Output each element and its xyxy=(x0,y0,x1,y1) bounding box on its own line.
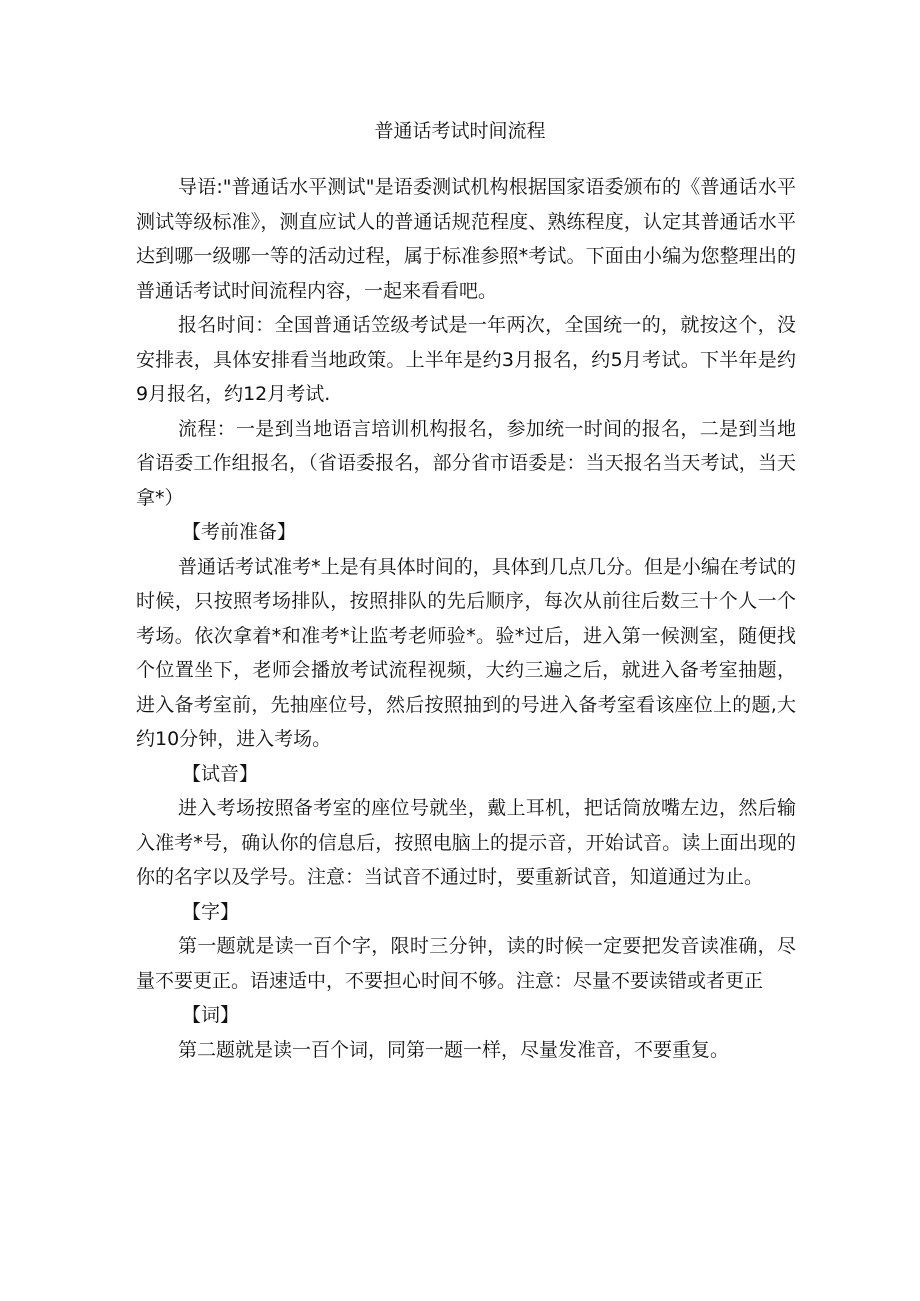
preparation-paragraph: 普通话考试准考*上是有具体时间的，具体到几点几分。但是小编在考试的时候，只按照考场排队，按照排队的先后顺序，每次从前往后数三十个人一个考场。依次拿着*和准考*让监考老师验*。验*过后，进入第一候测室，随便找个位置坐下，老师会播放考试流程视频，大约三遍之后，就进入备考室抽题，进入备考室前，先抽座位号，然后按照抽到的号进入备考室看该座位上的题,大约10分钟，进入考场。 xyxy=(136,555,796,750)
sound-test-paragraph: 进入考场按照备考室的座位号就坐，戴上耳机，把话筒放嘴左边，然后输入准考*号，确认你的信息后，按照电脑上的提示音，开始试音。读上面出现的你的名字以及学号。注意：当试音不通过时，要重新试音，知道通过为止。 xyxy=(136,797,796,888)
section-heading-words: 【词】 xyxy=(182,1004,240,1026)
intro-paragraph: 导语:"普通话水平测试"是语委测试机构根据国家语委颁布的《普通话水平测试等级标准》，测直应试人的普通话规范程度、熟练程度，认定其普通话水平达到哪一级哪一等的活动过程，属于标准参照*考试。下面由小编为您整理出的普通话考试时间流程内容，一起来看看吧。 xyxy=(136,176,796,302)
section-heading-sound-test: 【试音】 xyxy=(182,762,259,785)
words-paragraph: 第二题就是读一百个词，同第一题一样，尽量发准音，不要重复。 xyxy=(178,1038,730,1061)
document-title: 普通话考试时间流程 xyxy=(374,120,546,142)
document-body xyxy=(136,170,796,1067)
characters-paragraph: 第一题就是读一百个字，限时三分钟，读的时候一定要把发音读准确，尽量不要更正。语速适中，不要担心时间不够。注意：尽量不要读错或者更正 xyxy=(136,935,796,992)
process-paragraph: 流程：一是到当地语言培训机构报名，参加统一时间的报名，二是到当地省语委工作组报名，（省语委报名，部分省市语委是：当天报名当天考试，当天拿*） xyxy=(136,417,796,509)
registration-time-paragraph: 报名时间：全国普通话笠级考试是一年两次，全国统一的，就按这个，没安排表，具体安排看当地政策。上半年是约3月报名，约5月考试。下半年是约9月报名，约12月考试. xyxy=(136,314,796,405)
section-heading-preparation: 【考前准备】 xyxy=(182,521,297,543)
section-heading-characters: 【字】 xyxy=(182,900,240,923)
